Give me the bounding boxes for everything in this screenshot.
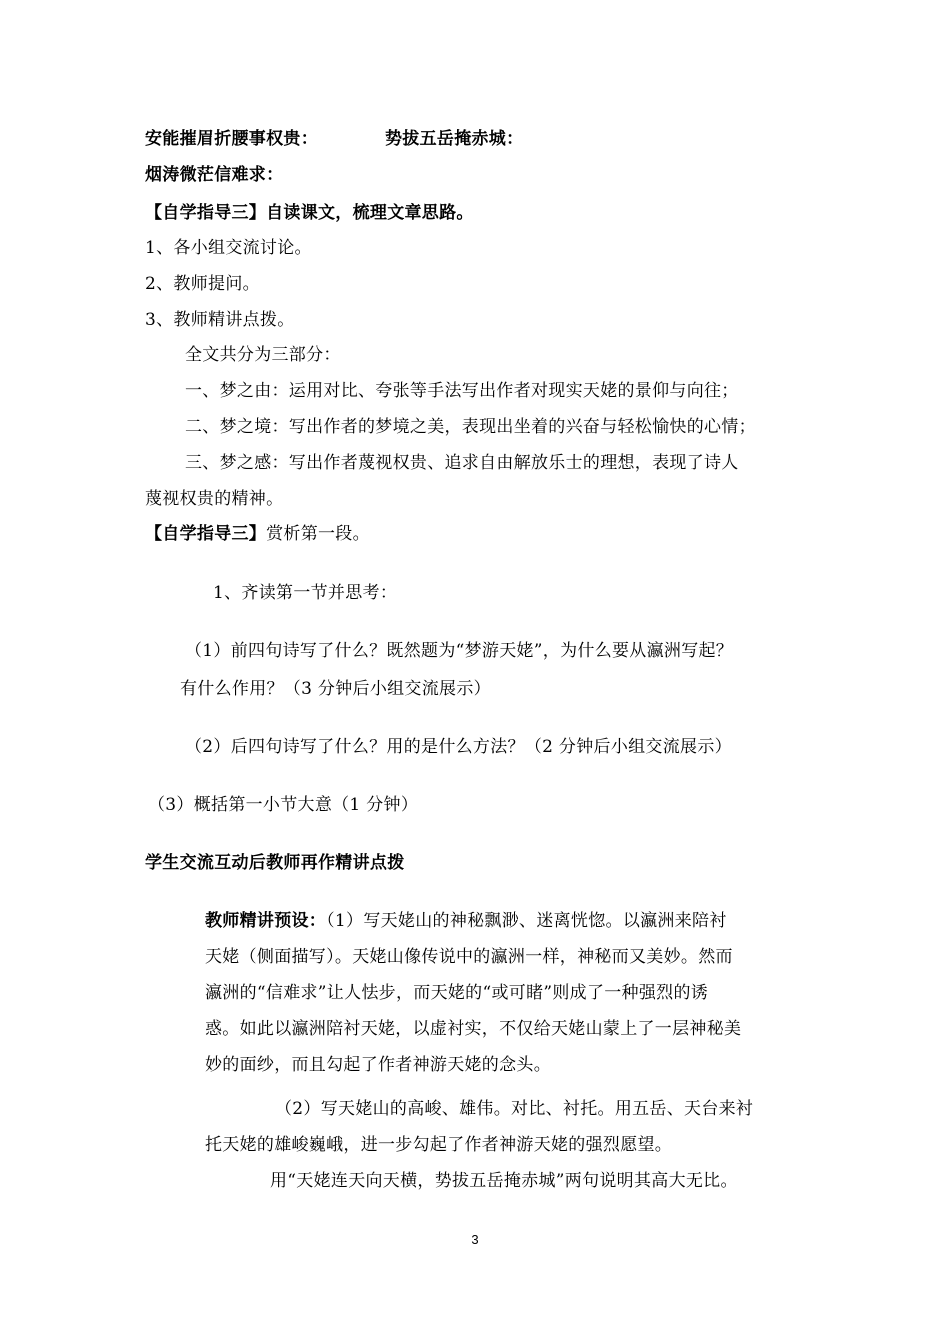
guide-heading-1 (145, 202, 474, 224)
preset-line-3: 瀛洲的“信难求”让人怯步，而天姥的“或可睹”则成了一种强烈的诱 (205, 983, 709, 1003)
teacher-summary-heading: 学生交流互动后教师再作精讲点拨 (145, 853, 405, 873)
reading-task: 1、齐读第一节并思考： (213, 583, 398, 603)
guide-heading-1-bracket: 【自学指导三】 (145, 203, 267, 223)
structure-part-3-cont: 蔑视权贵的精神。 (145, 489, 284, 509)
preset-line-5: 妙的面纱，而且勾起了作者神游天姥的念头。 (205, 1055, 551, 1075)
preset-line-8: 用“天姥连天向天横，势拔五岳掩赤城”两句说明其高大无比。 (270, 1171, 738, 1191)
structure-part-1: 一、梦之由：运用对比、夸张等手法写出作者对现实天姥的景仰与向往； (185, 381, 739, 401)
preset-line-1 (205, 910, 727, 932)
preset-line-1-text: （1）写天姥山的神秘飘渺、迷离恍惚。以瀛洲来陪衬 (326, 911, 727, 931)
structure-intro: 全文共分为三部分： (185, 345, 341, 365)
question-1: （1）前四句诗写了什么？既然题为“梦游天姥”，为什么要从瀛洲写起？ (185, 641, 734, 661)
step-3: 3、教师精讲点拨。 (145, 310, 295, 330)
guide-heading-2-bracket: 【自学指导三】 (145, 524, 267, 544)
preset-line-6: （2）写天姥山的高峻、雄伟。对比、衬托。用五岳、天台来衬 (275, 1099, 754, 1119)
question-2: （2）后四句诗写了什么？用的是什么方法？（2 分钟后小组交流展示） (185, 737, 732, 757)
poem-line-1: 安能摧眉折腰事权贵： (145, 129, 318, 149)
preset-line-7: 托天姥的雄峻巍峨，进一步勾起了作者神游天姥的强烈愿望。 (205, 1135, 673, 1155)
guide-heading-1-text: 自读课文，梳理文章思路。 (266, 203, 474, 223)
question-1-cont: 有什么作用？（3 分钟后小组交流展示） (180, 679, 491, 699)
page-number: 3 (471, 1232, 479, 1247)
preset-label: 教师精讲预设： (205, 911, 327, 931)
poem-line-2: 势拔五岳掩赤城： (385, 129, 524, 149)
preset-line-4: 惑。如此以瀛洲陪衬天姥，以虚衬实，不仅给天姥山蒙上了一层神秘美 (205, 1019, 742, 1039)
poem-line-3: 烟涛微茫信难求： (145, 165, 284, 185)
step-1: 1、各小组交流讨论。 (145, 238, 312, 258)
question-3: （3）概括第一小节大意（1 分钟） (148, 795, 419, 815)
structure-part-3: 三、梦之感：写出作者蔑视权贵、追求自由解放乐士的理想，表现了诗人 (185, 453, 739, 473)
step-2: 2、教师提问。 (145, 274, 260, 294)
preset-line-2: 天姥（侧面描写）。天姥山像传说中的瀛洲一样，神秘而又美妙。然而 (205, 947, 733, 967)
structure-part-2: 二、梦之境：写出作者的梦境之美，表现出坐着的兴奋与轻松愉快的心情； (185, 417, 756, 437)
guide-heading-2 (145, 523, 370, 545)
guide-heading-2-text: 赏析第一段。 (266, 524, 370, 544)
